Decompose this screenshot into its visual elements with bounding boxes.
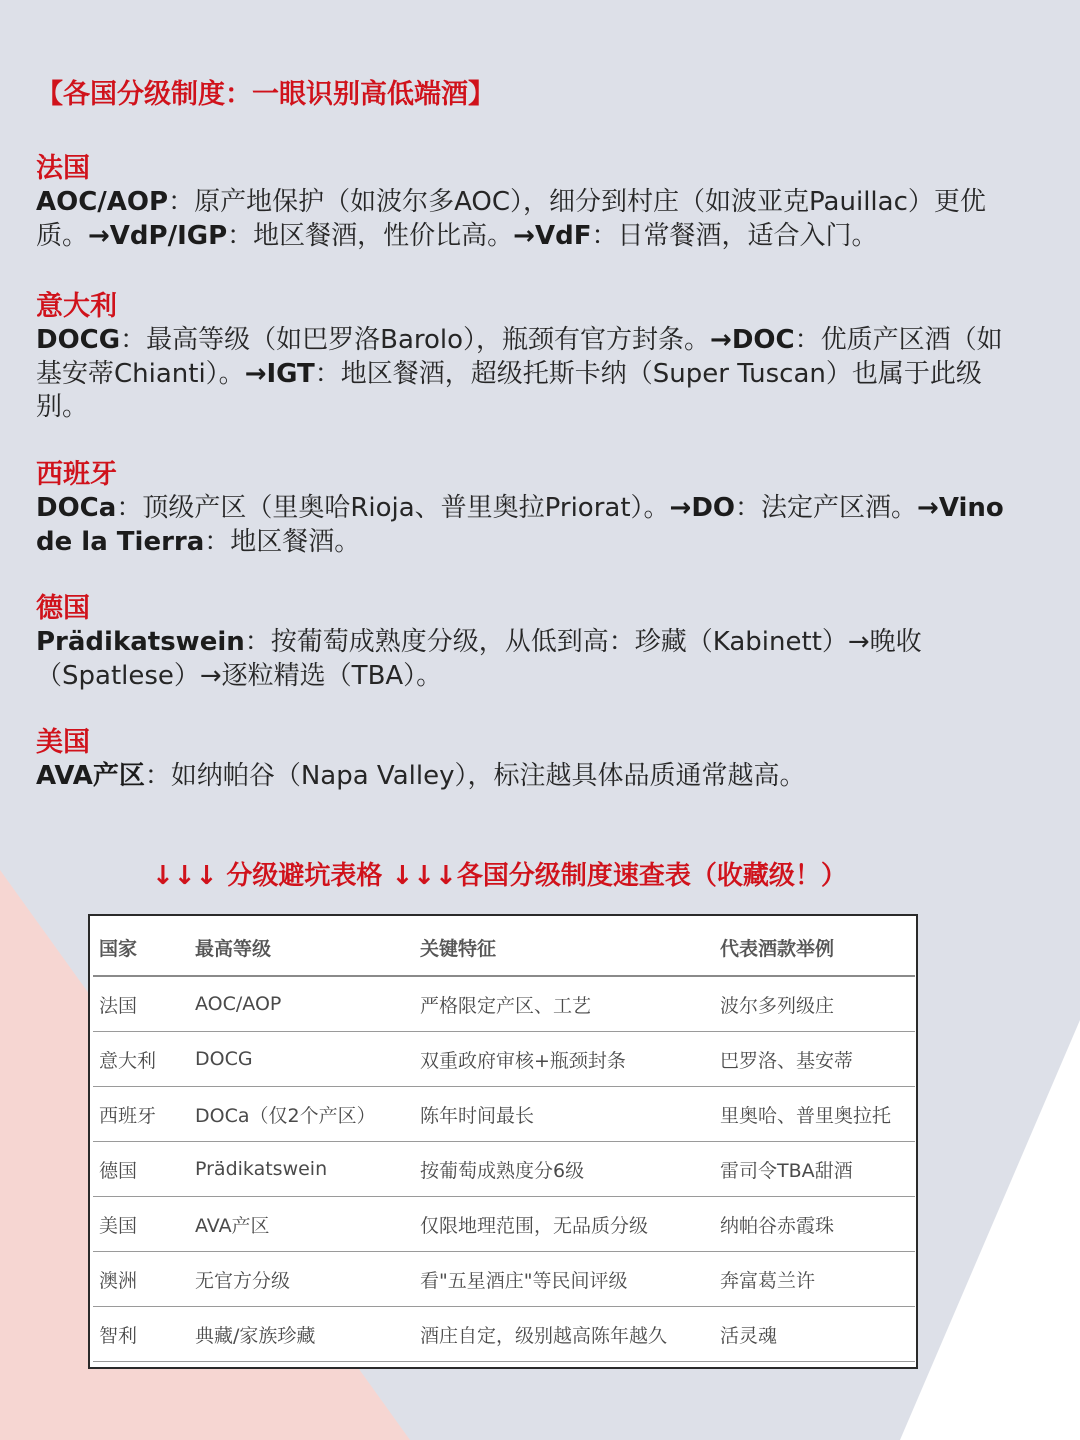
- table-row: [93, 1252, 915, 1307]
- cell-example-wine: 雷司令TBA甜酒: [720, 1142, 915, 1197]
- cell-key-feature: 酒庄自定，级别越高陈年越久: [420, 1307, 720, 1362]
- header-example-wine: 代表酒款举例: [720, 919, 915, 976]
- grade-desc: ：原产地保护（如波尔多AOC），细分到村庄（如波亚克Pauillac）更优质。: [36, 187, 986, 251]
- country-heading: 意大利: [36, 291, 117, 322]
- cell-country: 美国: [93, 1197, 195, 1252]
- cell-example-wine: 波尔多列级庄: [720, 976, 915, 1032]
- cell-top-grade: 无官方分级: [195, 1252, 420, 1307]
- cell-country: 智利: [93, 1307, 195, 1362]
- cell-example-wine: 巴罗洛、基安蒂: [720, 1032, 915, 1087]
- page-title: 【各国分级制度：一眼识别高低端酒】: [36, 79, 495, 110]
- table-row: [93, 1307, 915, 1362]
- quick-reference-table: [88, 914, 918, 1369]
- section-italy: [36, 290, 1006, 425]
- country-heading: 德国: [36, 593, 90, 624]
- grade-term: DOCa: [36, 493, 117, 523]
- grade-term: →DO: [669, 493, 736, 523]
- cell-top-grade: 典藏/家族珍藏: [195, 1307, 420, 1362]
- grade-term: →DOC: [710, 325, 795, 355]
- grade-term: AVA产区: [36, 761, 145, 791]
- section-germany: [36, 592, 1006, 693]
- cell-example-wine: 活灵魂: [720, 1307, 915, 1362]
- table-row: [93, 1032, 915, 1087]
- section-body: [36, 626, 1006, 693]
- grade-term: →IGT: [244, 358, 315, 389]
- country-heading: 西班牙: [36, 459, 117, 490]
- grade-term: →VdF: [513, 220, 592, 251]
- table-title: ↓↓↓ 分级避坑表格 ↓↓↓各国分级制度速查表（收藏级！）: [152, 861, 847, 891]
- grade-desc: ：如纳帕谷（Napa Valley），标注越具体品质通常越高。: [144, 761, 806, 791]
- grade-desc: ：法定产区酒。: [735, 493, 918, 523]
- cell-key-feature: 陈年时间最长: [420, 1087, 720, 1142]
- grade-desc: ：优质产区酒（如基安蒂Chianti）。: [36, 325, 1003, 389]
- cell-top-grade: AOC/AOP: [195, 976, 420, 1032]
- grade-term: →Vino de la Tierra: [36, 493, 1004, 557]
- grade-desc: ：日常餐酒，适合入门。: [591, 220, 878, 251]
- table-header-row: [93, 919, 915, 976]
- grade-desc: ：地区餐酒，超级托斯卡纳（Super Tuscan）也属于此级别。: [36, 358, 982, 422]
- grade-desc: ：顶级产区（里奥哈Rioja、普里奥拉Priorat）。: [116, 493, 670, 523]
- header-country: 国家: [93, 919, 195, 976]
- section-body: [36, 186, 1006, 253]
- section-body: [36, 324, 1006, 425]
- cell-top-grade: Prädikatswein: [195, 1142, 420, 1197]
- grade-term: DOCG: [36, 325, 121, 355]
- grade-desc: ：地区餐酒，性价比高。: [227, 220, 514, 251]
- header-top-grade: 最高等级: [195, 919, 420, 976]
- country-heading: 美国: [36, 727, 90, 758]
- background-white-shape: [900, 1020, 1080, 1440]
- section-body: [36, 760, 1006, 794]
- cell-example-wine: 纳帕谷赤霞珠: [720, 1197, 915, 1252]
- cell-key-feature: 严格限定产区、工艺: [420, 976, 720, 1032]
- section-france: [36, 152, 1006, 253]
- grade-desc: ：按葡萄成熟度分级，从低到高：珍藏（Kabinett）→晚收（Spatlese）→逐粒精选（TBA）。: [36, 627, 922, 691]
- cell-country: 澳洲: [93, 1252, 195, 1307]
- grade-desc: ：最高等级（如巴罗洛Barolo），瓶颈有官方封条。: [120, 325, 711, 355]
- cell-top-grade: DOCG: [195, 1032, 420, 1087]
- cell-key-feature: 按葡萄成熟度分6级: [420, 1142, 720, 1197]
- section-spain: [36, 458, 1006, 559]
- table-row: [93, 1142, 915, 1197]
- grade-term: AOC/AOP: [36, 187, 169, 217]
- cell-top-grade: AVA产区: [195, 1197, 420, 1252]
- grading-table: [93, 919, 915, 1362]
- cell-key-feature: 看"五星酒庄"等民间评级: [420, 1252, 720, 1307]
- section-body: [36, 492, 1006, 559]
- cell-country: 德国: [93, 1142, 195, 1197]
- country-heading: 法国: [36, 153, 90, 184]
- table-row: [93, 1087, 915, 1142]
- grade-desc: ：地区餐酒。: [204, 526, 361, 557]
- cell-key-feature: 仅限地理范围，无品质分级: [420, 1197, 720, 1252]
- grade-term: →VdP/IGP: [88, 220, 228, 251]
- cell-example-wine: 里奥哈、普里奥拉托: [720, 1087, 915, 1142]
- cell-country: 西班牙: [93, 1087, 195, 1142]
- header-key-feature: 关键特征: [420, 919, 720, 976]
- grade-term: Prädikatswein: [36, 627, 245, 657]
- section-usa: [36, 726, 1006, 794]
- cell-example-wine: 奔富葛兰许: [720, 1252, 915, 1307]
- cell-top-grade: DOCa（仅2个产区）: [195, 1087, 420, 1142]
- cell-key-feature: 双重政府审核+瓶颈封条: [420, 1032, 720, 1087]
- cell-country: 意大利: [93, 1032, 195, 1087]
- table-row: [93, 976, 915, 1032]
- cell-country: 法国: [93, 976, 195, 1032]
- table-row: [93, 1197, 915, 1252]
